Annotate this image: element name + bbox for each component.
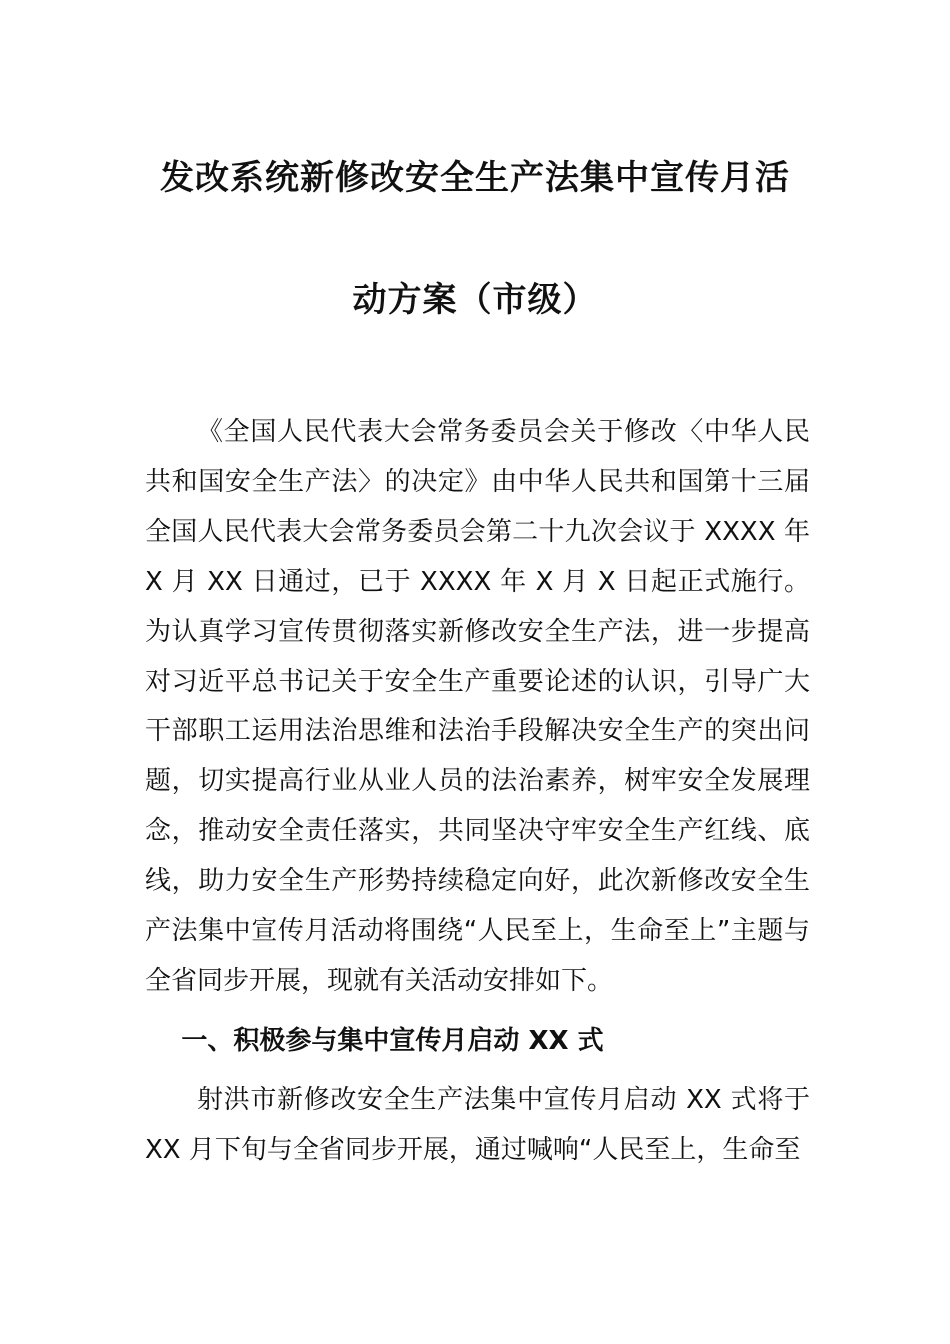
section-1-paragraph: 射洪市新修改安全生产法集中宣传月启动 XX 式将于 XX 月下旬与全省同步开展，通过喊响“人民至上，生命至 xyxy=(145,1085,810,1165)
document-title-line-2: 动方案（市级） xyxy=(352,280,598,320)
intro-paragraph: 《全国人民代表大会常务委员会关于修改〈中华人民共和国安全生产法〉的决定》由中华人民共和国第十三届全国人民代表大会常务委员会第二十九次会议于 XXXX 年 X 月 XX 日通过，已于 XXXX 年 X 月 X 日起正式施行。为认真学习宣传贯彻落实新修改安全生产法，进一步提高对习近平总书记关于安全生产重要论述的认识，引导广大干部职工运用法治思维和法治手段解决安全生产的突出问题，切实提高行业从业人员的法治素养，树牢安全发展理念，推动安全责任落实，共同坚决守牢安全生产红线、底线，助力安全生产形势持续稳定向好，此次新修改安全生产法集中宣传月活动将围绕“人民至上，生命至上”主题与全省同步开展，现就有关活动安排如下。 xyxy=(145,417,810,996)
section-heading-1: 一、积极参与集中宣传月启动 XX 式 xyxy=(181,1026,604,1056)
document-title-line-1: 发改系统新修改安全生产法集中宣传月活 xyxy=(160,158,790,198)
